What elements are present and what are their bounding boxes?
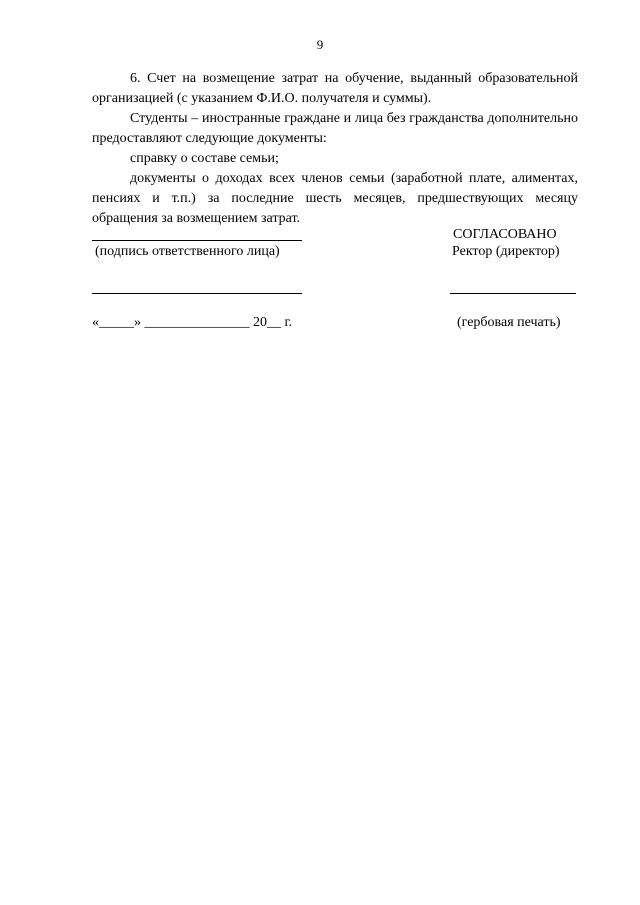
page-number: 9	[316, 37, 324, 52]
paragraph-family-certificate: справку о составе семьи;	[130, 151, 279, 166]
responsible-signature-line	[92, 240, 302, 241]
rector-label: Ректор (директор)	[452, 244, 560, 259]
paragraph-foreign-students: Студенты – иностранные граждане и лица без гражданства дополнительно предоставляют следующие документы:	[92, 111, 578, 146]
seal-caption: (гербовая печать)	[457, 315, 561, 330]
approved-label: СОГЛАСОВАНО	[453, 227, 557, 242]
document-body	[92, 69, 578, 229]
paragraph-income-documents: документы о доходах всех членов семьи (заработной плате, алиментах, пенсиях и т.п.) за последние шесть месяцев, предшествующих месяцу обращения за возмещением затрат.	[92, 171, 578, 226]
paragraph-invoice: 6. Счет на возмещение затрат на обучение, выданный образовательной организацией (с указанием Ф.И.О. получателя и суммы).	[92, 71, 578, 106]
date-line: «_____» _______________ 20__ г.	[92, 315, 293, 330]
responsible-signature-caption: (подпись ответственного лица)	[95, 244, 280, 259]
second-signature-line	[92, 293, 302, 294]
rector-signature-line	[450, 293, 576, 294]
